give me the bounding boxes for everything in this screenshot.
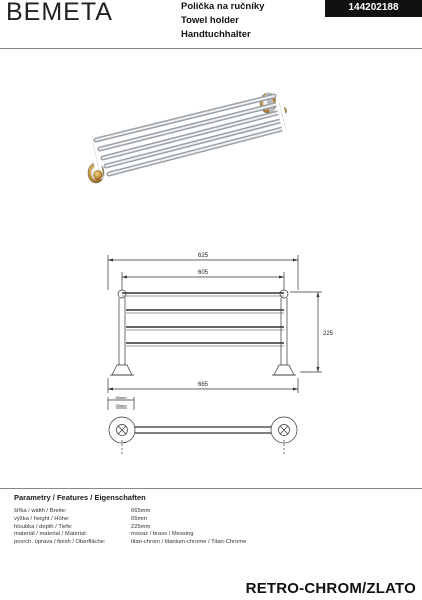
param-row-height <box>14 516 414 524</box>
param-row-finish <box>14 539 414 547</box>
product-code: 144202188 <box>325 0 422 17</box>
param-row-depth <box>14 524 414 532</box>
title-de: Handtuchhalter <box>181 29 251 40</box>
collection-name: RETRO-CHROM/ZLATO <box>245 580 416 597</box>
param-label: šířka / width / Breite: <box>14 508 67 514</box>
dim-label-225: 225 <box>323 331 334 337</box>
param-value: mosaz / brass / Messing <box>131 531 194 538</box>
param-value: 665mm <box>131 508 151 514</box>
param-value: titan-chrom / titanium-chrome / Titan-Chrome <box>131 539 247 546</box>
param-row-width <box>14 508 414 516</box>
dim-label-65mm: 65mm <box>115 395 127 400</box>
param-value: 65mm <box>131 515 148 522</box>
parameters-title: Parametry / Features / Eigenschaften <box>14 493 146 502</box>
chrome-rails <box>96 96 286 174</box>
dim-label-625: 625 <box>197 253 209 259</box>
brand-name: BEMETA <box>6 0 113 26</box>
parameters-section <box>14 493 414 547</box>
param-label: povrch. úprava / finish / Oberfläche: <box>14 539 106 546</box>
dim-label-665: 665 <box>197 382 209 388</box>
param-value: 225mm <box>131 523 151 530</box>
title-cz: Polička na ručníky <box>181 1 265 12</box>
product-photo <box>88 93 287 183</box>
dim-label-25mm: 25mm <box>115 403 127 408</box>
dim-label-605: 605 <box>197 270 209 276</box>
title-en: Towel holder <box>181 15 239 26</box>
param-label: materiál / material / Material: <box>14 531 88 538</box>
param-row-material <box>14 531 414 539</box>
gold-cap-front <box>94 171 103 180</box>
param-label: výška / height / Höhe: <box>14 515 70 522</box>
side-view <box>108 397 297 456</box>
param-label: hloubka / depth / Tiefe: <box>14 523 73 530</box>
front-view <box>108 255 322 393</box>
